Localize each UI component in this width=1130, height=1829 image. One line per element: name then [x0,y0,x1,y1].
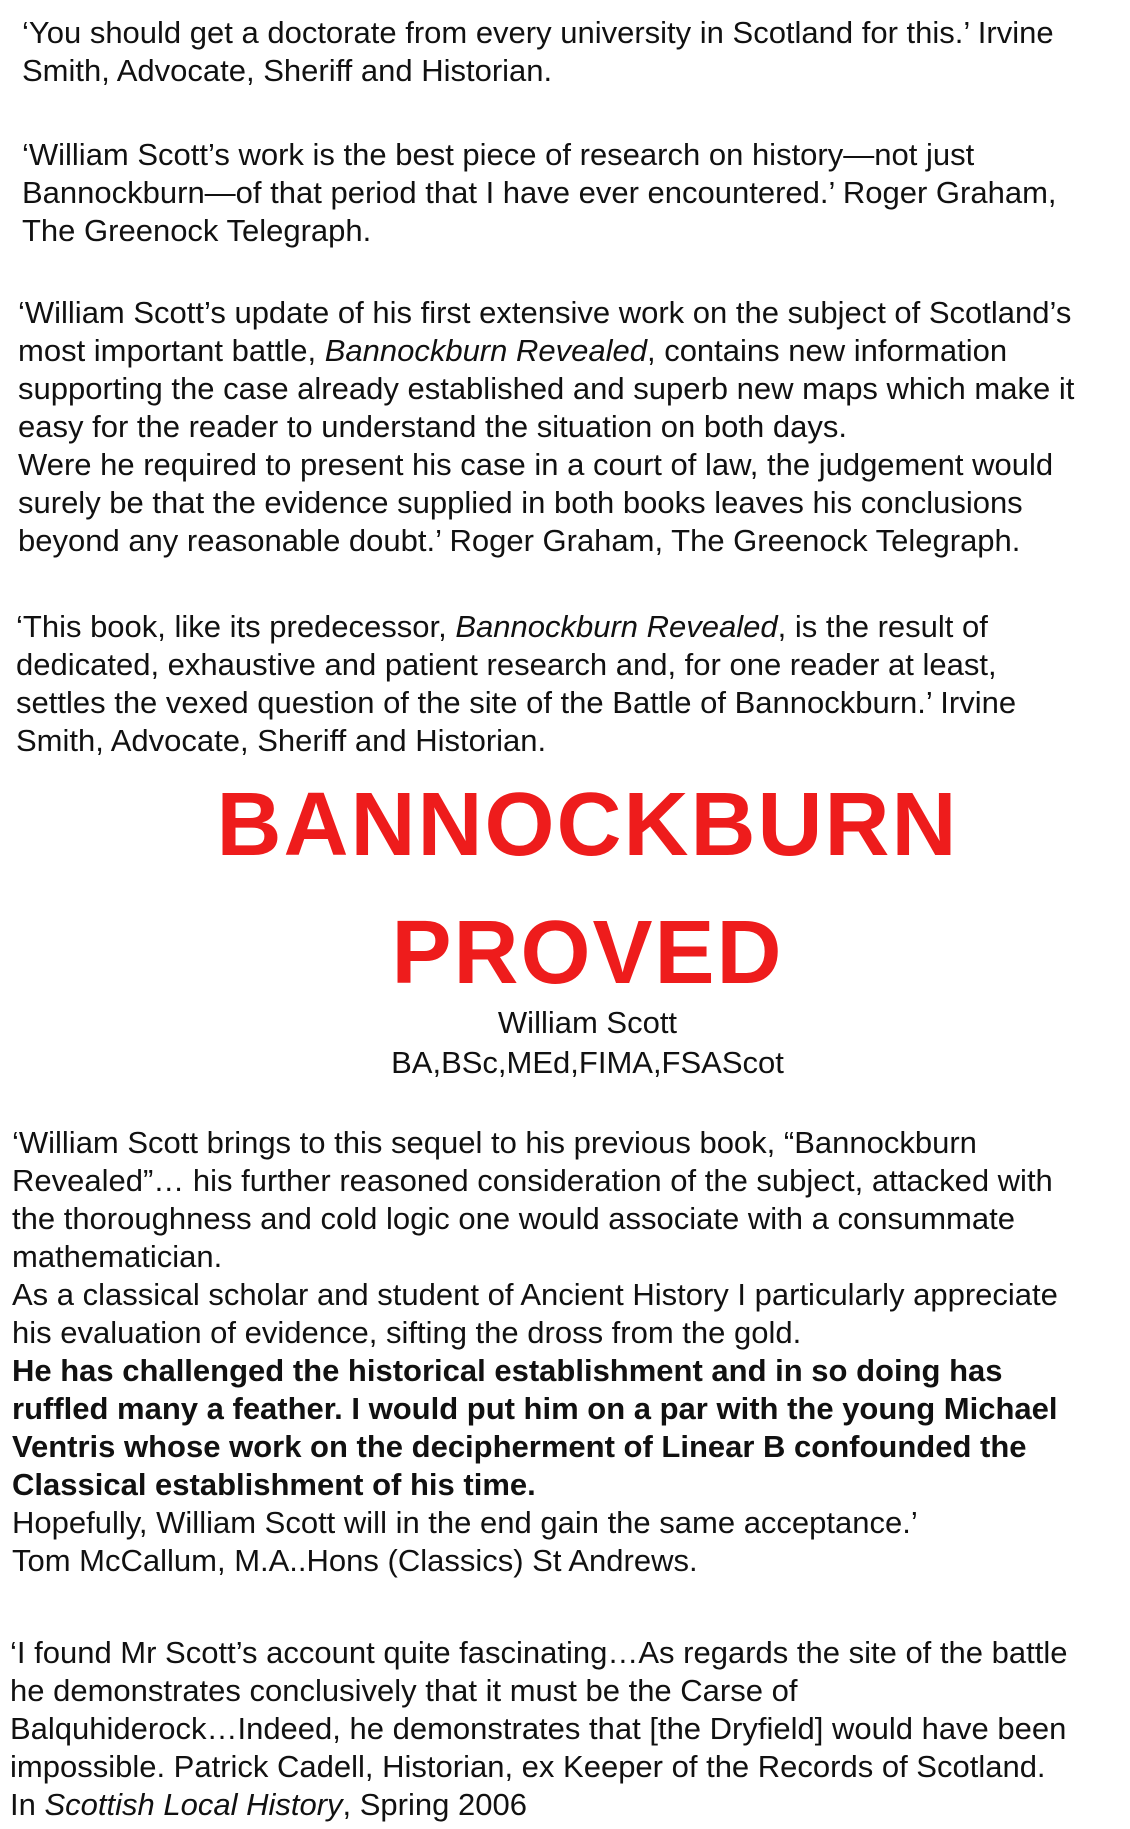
text-line: ‘William Scott’s work is the best piece of research on history—not just [22,137,975,172]
text-line: he demonstrates conclusively that it must be the Carse of [10,1673,798,1708]
text-line: Were he required to present his case in a court of law, the judgement would [18,447,1054,482]
text-line [10,1786,1067,1824]
text-line: his evaluation of evidence, sifting the dross from the gold. [12,1315,802,1350]
text-segment: most important battle, [18,333,325,368]
text-line: Balquhiderock…Indeed, he demonstrates that [the Dryfield] would have been [10,1711,1067,1746]
text-line: ‘William Scott’s update of his first extensive work on the subject of Scotland’s [18,295,1072,330]
text-line: ‘William Scott brings to this sequel to his previous book, “Bannockburn [12,1125,977,1160]
text-line: supporting the case already established and superb new maps which make it [18,371,1075,406]
text-line: ‘You should get a doctorate from every university in Scotland for this.’ Irvine [22,15,1054,50]
text-segment: ‘This book, like its predecessor, [16,609,456,644]
text-line [16,608,1016,646]
text-line: Revealed”… his further reasoned consideration of the subject, attacked with [12,1163,1053,1198]
text-line: The Greenock Telegraph. [22,213,372,248]
text-line: Hopefully, William Scott will in the end gain the same acceptance.’ [12,1505,918,1540]
text-line: Tom McCallum, M.A..Hons (Classics) St Andrews. [12,1543,698,1578]
publication-title: Scottish Local History [44,1787,343,1822]
testimonial-graham-research [22,136,1057,250]
text-line: surely be that the evidence supplied in both books leaves his conclusions [18,485,1023,520]
testimonial-smith-doctorate [22,14,1054,90]
book-title-line-2: PROVED [391,903,784,1003]
text-line: the thoroughness and cold logic one would associate with a consummate [12,1201,1015,1236]
book-title-reference: Bannockburn Revealed [455,609,778,644]
text-line: ‘I found Mr Scott’s account quite fascinating…As regards the site of the battle [10,1635,1068,1670]
text-line: beyond any reasonable doubt.’ Roger Graham, The Greenock Telegraph. [18,523,1021,558]
text-segment: , Spring 2006 [342,1787,527,1822]
testimonial-smith-predecessor [16,608,1016,760]
text-line: easy for the reader to understand the situation on both days. [18,409,847,444]
text-line [18,332,1074,370]
text-line: Smith, Advocate, Sheriff and Historian. [22,53,553,88]
text-line: Smith, Advocate, Sheriff and Historian. [16,723,547,758]
bold-text-line: He has challenged the historical establishment and in so doing has [12,1353,1003,1388]
text-line: settles the vexed question of the site of the Battle of Bannockburn.’ Irvine [16,685,1017,720]
text-segment: , is the result of [777,609,988,644]
book-title-reference: Bannockburn Revealed [324,333,647,368]
bold-text-line: Ventris whose work on the decipherment of Linear B confounded the [12,1429,1027,1464]
text-line: mathematician. [12,1239,223,1274]
text-line: impossible. Patrick Cadell, Historian, ex Keeper of the Records of Scotland. [10,1749,1046,1784]
text-segment: , contains new information [646,333,1008,368]
author-qualifications: BA,BSc,MEd,FIMA,FSAScot [391,1045,784,1080]
testimonial-mccallum [12,1124,1058,1580]
bold-text-line: ruffled many a feather. I would put him on a par with the young Michael [12,1391,1058,1426]
book-title-line-1: BANNOCKBURN [216,775,959,875]
text-line: Bannockburn—of that period that I have ever encountered.’ Roger Graham, [22,175,1057,210]
testimonial-cadell [10,1634,1067,1824]
testimonial-graham-update [18,294,1074,560]
text-line: dedicated, exhaustive and patient research and, for one reader at least, [16,647,997,682]
text-segment: In [10,1787,45,1822]
text-line: As a classical scholar and student of Ancient History I particularly appreciate [12,1277,1058,1312]
author-name: William Scott [497,1005,678,1040]
bold-text-line: Classical establishment of his time. [12,1467,536,1502]
